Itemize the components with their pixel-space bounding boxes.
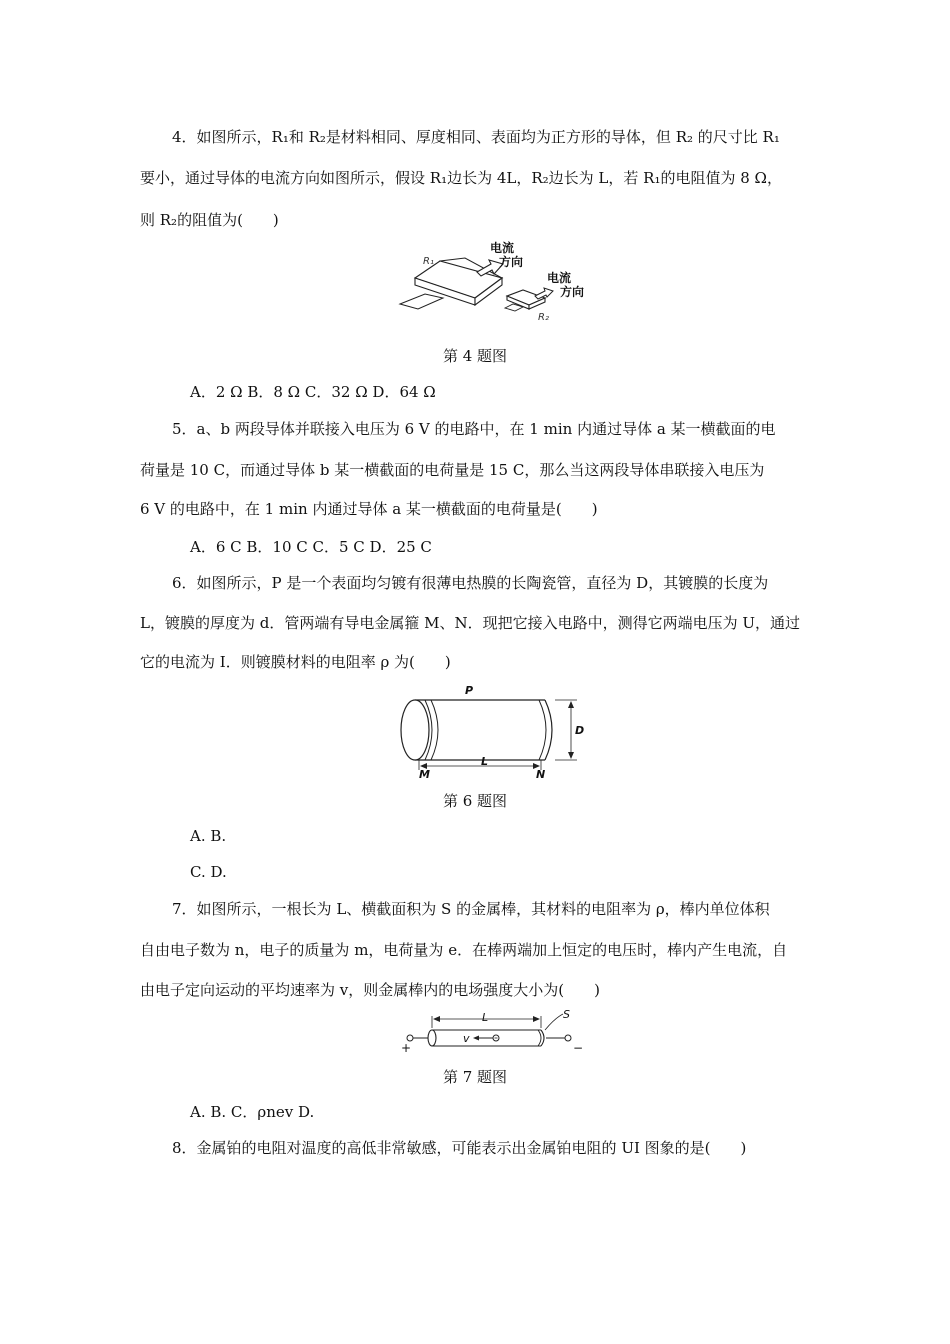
q4-figure-caption: 第 4 题图 bbox=[442, 347, 508, 365]
q4-text-line-3: 则 R₂的阻值为( ) bbox=[140, 211, 279, 229]
q4-text-line-2: 要小，通过导体的电流方向如图所示，假设 R₁边长为 4L，R₂边长为 L，若 R₁的电阻值为 8 Ω， bbox=[140, 169, 782, 187]
r2-plate bbox=[505, 288, 553, 311]
q7-figure-caption: 第 7 题图 bbox=[442, 1068, 508, 1086]
q4-options: A．2 Ω B．8 Ω C．32 Ω D．64 Ω bbox=[190, 383, 436, 401]
label-l: L bbox=[481, 755, 489, 768]
rod-label-v: v bbox=[463, 1032, 470, 1045]
q6-text-line-2: L，镀膜的厚度为 d．管两端有导电金属箍 M、N．现把它接入电路中，测得它两端电压为 U，通过 bbox=[140, 614, 800, 632]
q7-figure bbox=[395, 1008, 595, 1058]
q4-arrow-label-1: 电流 bbox=[490, 241, 515, 255]
terminal-minus: − bbox=[573, 1041, 584, 1055]
q7-options: A. B. C．ρnev D. bbox=[190, 1103, 315, 1121]
label-p: P bbox=[465, 684, 474, 697]
diameter-dimension bbox=[555, 700, 577, 760]
q4-arrow-label-3: 电流 bbox=[547, 271, 572, 285]
q4-text-line-1: 4．如图所示，R₁和 R₂是材料相同、厚度相同、表面均为正方形的导体，但 R₂ 的尺寸比 R₁ bbox=[172, 128, 780, 146]
q4-figure bbox=[395, 238, 595, 326]
q5-text-line-2: 荷量是 10 C，而通过导体 b 某一横截面的电荷量是 15 C，那么当这两段导体串联接入电压为 bbox=[140, 461, 765, 479]
q4-arrow-label-4: 方向 bbox=[560, 285, 585, 299]
label-d: D bbox=[575, 724, 585, 737]
q7-text-line-1: 7．如图所示，一根长为 L、横截面积为 S 的金属棒，其材料的电阻率为 ρ，棒内单位体积 bbox=[172, 900, 770, 918]
r1-label: R₁ bbox=[423, 256, 434, 267]
q6-text-line-1: 6．如图所示，P 是一个表面均匀镀有很薄电热膜的长陶瓷管，直径为 D，其镀膜的长度为 bbox=[172, 574, 769, 592]
q5-options: A．6 C B．10 C C．5 C D．25 C bbox=[190, 538, 432, 556]
q5-text-line-1: 5．a、b 两段导体并联接入电压为 6 V 的电路中，在 1 min 内通过导体 a 某一横截面的电 bbox=[172, 420, 776, 438]
q6-options-line-2: C. D. bbox=[190, 863, 227, 881]
length-dimension bbox=[419, 760, 541, 770]
q4-arrow-label-2: 方向 bbox=[499, 255, 524, 269]
q8-text-line-1: 8．金属铂的电阻对温度的高低非常敏感，可能表示出金属铂电阻的 UI 图象的是( ) bbox=[172, 1139, 747, 1157]
rod-label-l: L bbox=[482, 1011, 489, 1024]
q6-text-line-3: 它的电流为 I．则镀膜材料的电阻率 ρ 为( ) bbox=[140, 653, 451, 671]
terminal-plus: + bbox=[401, 1041, 412, 1055]
ceramic-tube bbox=[401, 700, 552, 760]
r1-plate bbox=[400, 258, 503, 309]
q5-text-line-3: 6 V 的电路中，在 1 min 内通过导体 a 某一横截面的电荷量是( ) bbox=[140, 500, 598, 518]
q7-text-line-3: 由电子定向运动的平均速率为 v，则金属棒内的电场强度大小为( ) bbox=[140, 981, 600, 999]
r2-label: R₂ bbox=[538, 312, 549, 323]
metal-rod bbox=[428, 1030, 544, 1046]
q6-figure-caption: 第 6 题图 bbox=[442, 792, 508, 810]
label-n: N bbox=[536, 768, 546, 781]
q6-figure bbox=[395, 682, 610, 782]
q6-options-line-1: A. B. bbox=[190, 827, 227, 845]
label-m: M bbox=[419, 768, 430, 781]
q7-text-line-2: 自由电子数为 n，电子的质量为 m，电荷量为 e．在棒两端加上恒定的电压时，棒内产生电流，自 bbox=[140, 941, 788, 959]
rod-label-s: S bbox=[563, 1008, 570, 1021]
